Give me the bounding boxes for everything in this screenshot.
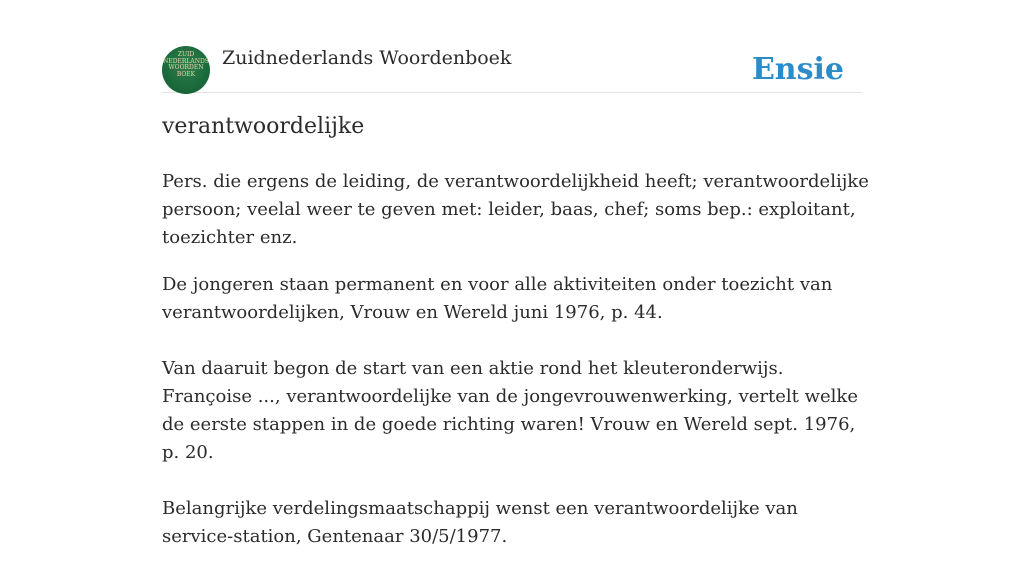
logo-text-line: BOEK (176, 70, 196, 78)
logo-text-line: WOORDEN (168, 64, 204, 71)
example-quote: De jongeren staan permanent en voor alle aktiviteiten onder toezicht van verantwoordelijken, Vrouw en Wereld juni 1976, p. 44. (162, 274, 833, 323)
brand-logo-link[interactable]: Ensie (751, 52, 844, 87)
logo-text-line: NEDERLANDS (163, 57, 209, 65)
entry-headword: verantwoordelijke (162, 114, 365, 139)
entry-content (162, 168, 870, 579)
logo-text-line: ZUID (177, 51, 195, 58)
entry-definition: Pers. die ergens de leiding, de verantwoordelijkheid heeft; verantwoordelijke persoon; veelal weer te geven met: leider, baas, chef; soms bep.: exploitant, toezichter enz. (162, 171, 869, 248)
entry-examples (162, 271, 870, 551)
example-quote: Van daaruit begon de start van een aktie rond het kleuteronderwijs. Françoise ..., verantwoordelijke van de jongevrouwenwerking, vertelt welke de eerste stappen in de goede richting waren! Vrouw en Wereld sept. 1976, p. 20. (162, 358, 858, 463)
site-header (162, 44, 862, 93)
dictionary-name-link[interactable]: Zuidnederlands Woordenboek (222, 47, 512, 69)
example-quote: Belangrijke verdelingsmaatschappij wenst een verantwoordelijke van service-station, Gentenaar 30/5/1977. (162, 498, 798, 547)
site-logo[interactable] (162, 46, 210, 94)
